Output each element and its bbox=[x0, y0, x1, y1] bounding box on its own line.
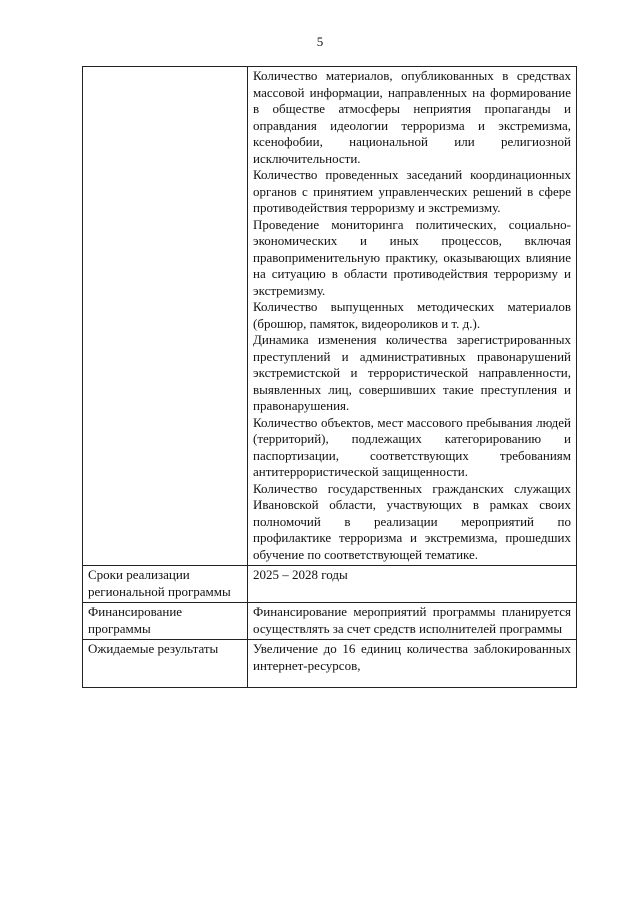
program-passport-table bbox=[82, 66, 577, 688]
timeline-value: 2025 – 2028 годы bbox=[253, 567, 348, 582]
financing-label: Финансирование программы bbox=[83, 603, 248, 640]
expected-results-label: Ожидаемые результаты bbox=[83, 640, 248, 688]
indicators-label-cell bbox=[83, 67, 248, 566]
financing-value: Финансирование мероприятий программы планируется осуществлять за счет средств исполнителей программы bbox=[253, 604, 571, 636]
indicator-paragraph: Проведение мониторинга политических, социально-экономических и иных процессов, включая правоприменительную практику, оказывающих влияние на ситуацию в области противодействия терроризму и экстремизму. bbox=[253, 216, 571, 298]
table-row-timeline bbox=[83, 566, 577, 603]
financing-value-cell bbox=[248, 603, 577, 640]
table-row-financing bbox=[83, 603, 577, 640]
timeline-label: Сроки реализации региональной программы bbox=[83, 566, 248, 603]
indicator-paragraph: Количество выпущенных методических материалов (брошюр, памяток, видеороликов и т. д.). bbox=[253, 299, 571, 331]
expected-results-value-cell bbox=[248, 640, 577, 688]
timeline-value-cell bbox=[248, 566, 577, 603]
indicator-paragraph: Количество государственных гражданских служащих Ивановской области, участвующих в рамках своих полномочий в реализации мероприятий по профилактике терроризма и экстремизма, прошедших обучение по соответствующей тематике. bbox=[253, 480, 571, 562]
page-number: 5 bbox=[316, 34, 324, 49]
indicator-paragraph: Динамика изменения количества зарегистрированных преступлений и административных правонарушений экстремистской и террористической направленности, выявленных лиц, совершивших такие преступления и правонарушения. bbox=[253, 332, 571, 413]
indicator-paragraph: Количество материалов, опубликованных в средствах массовой информации, направленных на формирование в обществе атмосферы неприятия пропаганды и оправдания идеологии терроризма и экстремизма, ксенофобии, национальной или религиозной исключительности. bbox=[253, 68, 571, 166]
indicators-value-cell bbox=[248, 67, 577, 566]
indicator-paragraph: Количество объектов, мест массового пребывания людей (территорий), подлежащих категорированию и паспортизации, соответствующих требованиям антитеррористической защищенности. bbox=[253, 414, 571, 479]
table-row-expected-results bbox=[83, 640, 577, 688]
expected-results-value: Увеличение до 16 единиц количества заблокированных интернет-ресурсов, bbox=[253, 641, 571, 673]
indicator-paragraph: Количество проведенных заседаний координационных органов с принятием управленческих решений в сфере противодействия терроризму и экстремизму. bbox=[253, 167, 571, 215]
table-row-indicators bbox=[83, 67, 577, 566]
